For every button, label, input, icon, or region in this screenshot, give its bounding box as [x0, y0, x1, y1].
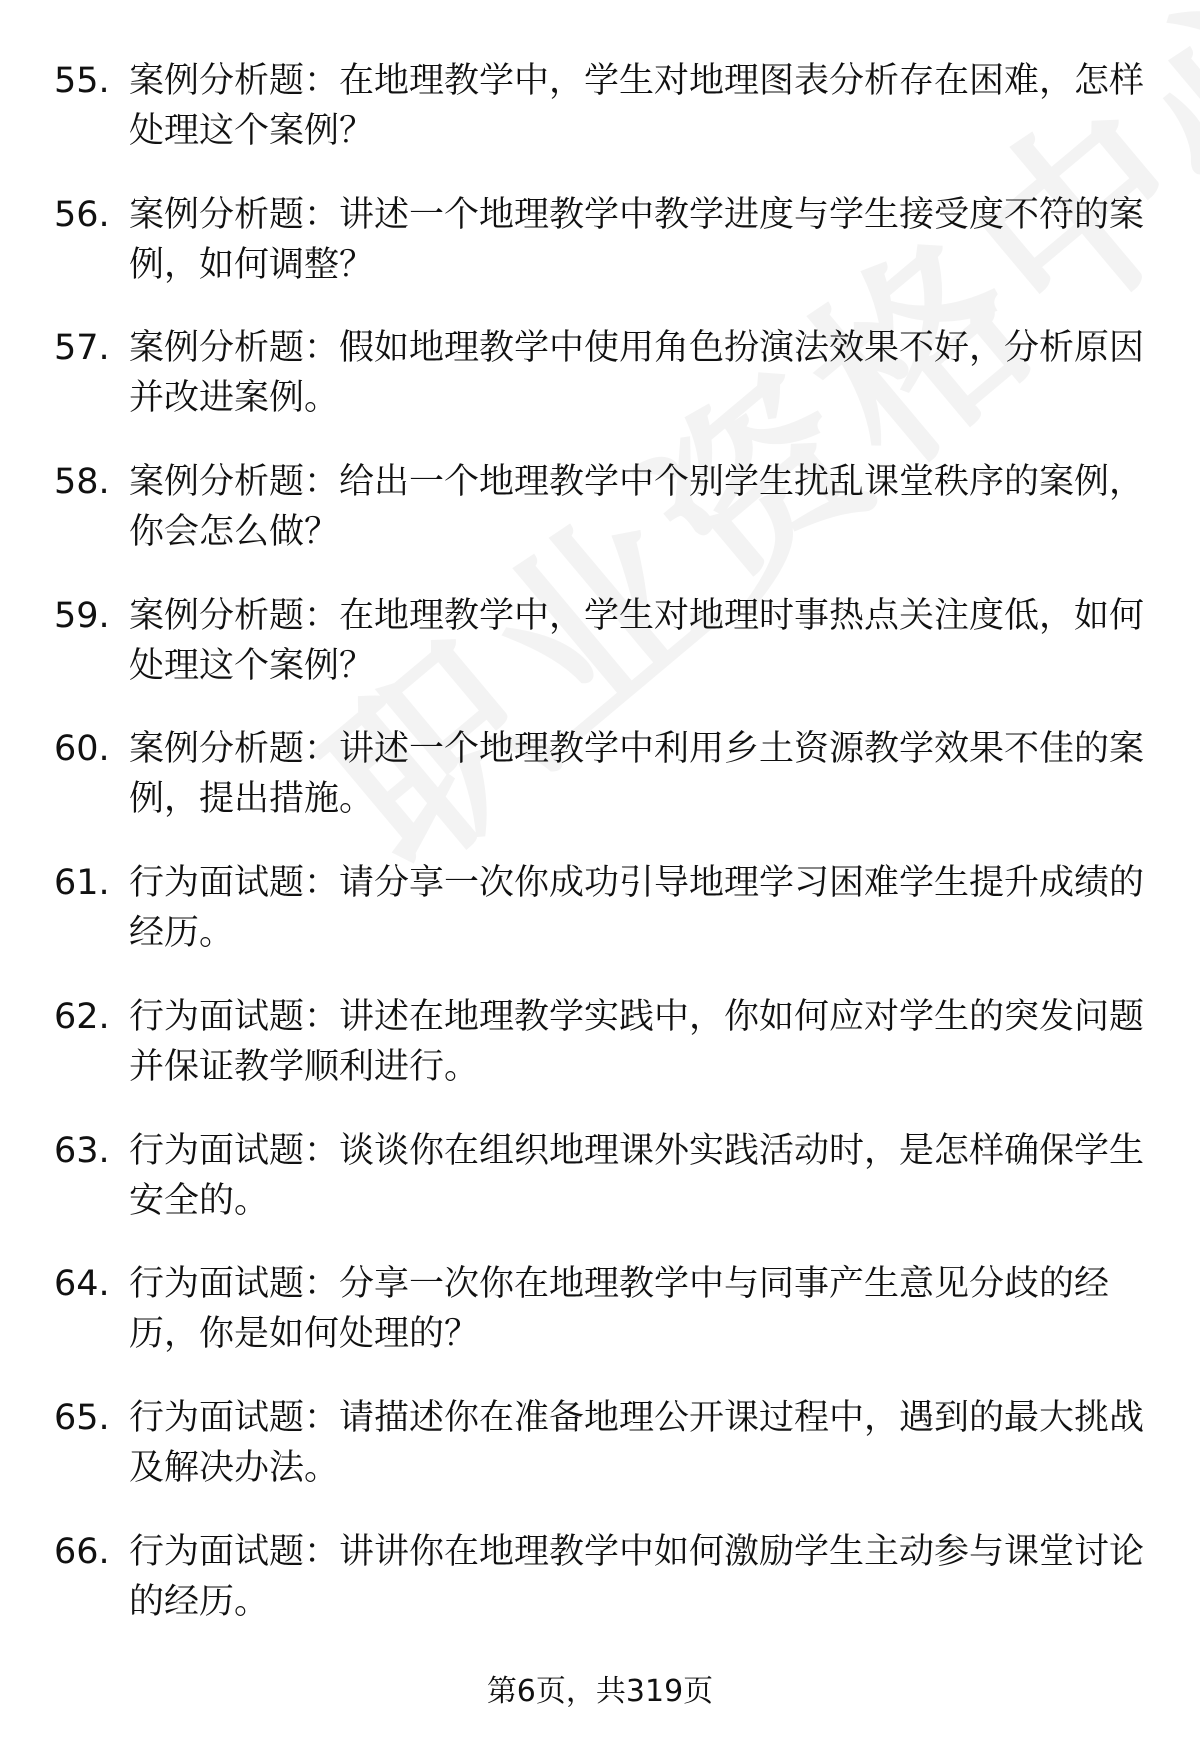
question-item	[54, 1527, 1144, 1627]
question-item	[54, 56, 1144, 156]
question-number: 55.	[54, 61, 110, 101]
question-text: 行为面试题：谈谈你在组织地理课外实践活动时，是怎样确保学生安全的。	[129, 1130, 1145, 1221]
question-number: 65.	[54, 1397, 110, 1438]
question-item	[54, 992, 1144, 1092]
question-text: 行为面试题：讲述在地理教学实践中，你如何应对学生的突发问题并保证教学顺利进行。	[129, 996, 1145, 1087]
question-item	[54, 190, 1144, 290]
question-number: 66.	[54, 1531, 110, 1572]
question-item	[54, 1393, 1144, 1493]
question-text: 案例分析题：讲述一个地理教学中教学进度与学生接受度不符的案例，如何调整？	[129, 194, 1145, 285]
question-number: 59.	[54, 595, 110, 636]
question-item	[54, 323, 1144, 423]
question-text: 行为面试题：讲讲你在地理教学中如何激励学生主动参与课堂讨论的经历。	[129, 1531, 1145, 1622]
question-item	[54, 724, 1144, 824]
question-text: 案例分析题：给出一个地理教学中个别学生扰乱课堂秩序的案例，你会怎么做？	[129, 462, 1145, 553]
question-text: 案例分析题：讲述一个地理教学中利用乡土资源教学效果不佳的案例，提出措施。	[129, 729, 1145, 820]
question-text: 案例分析题：在地理教学中，学生对地理图表分析存在困难，怎样处理这个案例？	[129, 61, 1145, 151]
question-text: 行为面试题：请描述你在准备地理公开课过程中，遇到的最大挑战及解决办法。	[129, 1397, 1145, 1488]
question-number: 56.	[54, 194, 110, 235]
question-text: 案例分析题：假如地理教学中使用角色扮演法效果不好，分析原因并改进案例。	[129, 328, 1145, 419]
question-text: 行为面试题：请分享一次你成功引导地理学习困难学生提升成绩的经历。	[129, 863, 1145, 954]
question-number: 63.	[54, 1130, 110, 1171]
question-number: 62.	[54, 996, 110, 1037]
question-item	[54, 1126, 1144, 1226]
question-item	[54, 1259, 1144, 1359]
question-number: 58.	[54, 462, 110, 503]
question-list	[54, 56, 1144, 1660]
question-number: 64.	[54, 1264, 110, 1305]
page-footer: 第6页，共319页	[486, 1674, 714, 1709]
question-item	[54, 457, 1144, 557]
question-number: 60.	[54, 729, 110, 770]
question-item	[54, 591, 1144, 691]
question-text: 案例分析题：在地理教学中，学生对地理时事热点关注度低，如何处理这个案例？	[129, 595, 1145, 686]
question-text: 行为面试题：分享一次你在地理教学中与同事产生意见分歧的经历，你是如何处理的？	[129, 1264, 1110, 1355]
question-number: 61.	[54, 863, 110, 904]
question-number: 57.	[54, 328, 110, 369]
question-item	[54, 858, 1144, 958]
